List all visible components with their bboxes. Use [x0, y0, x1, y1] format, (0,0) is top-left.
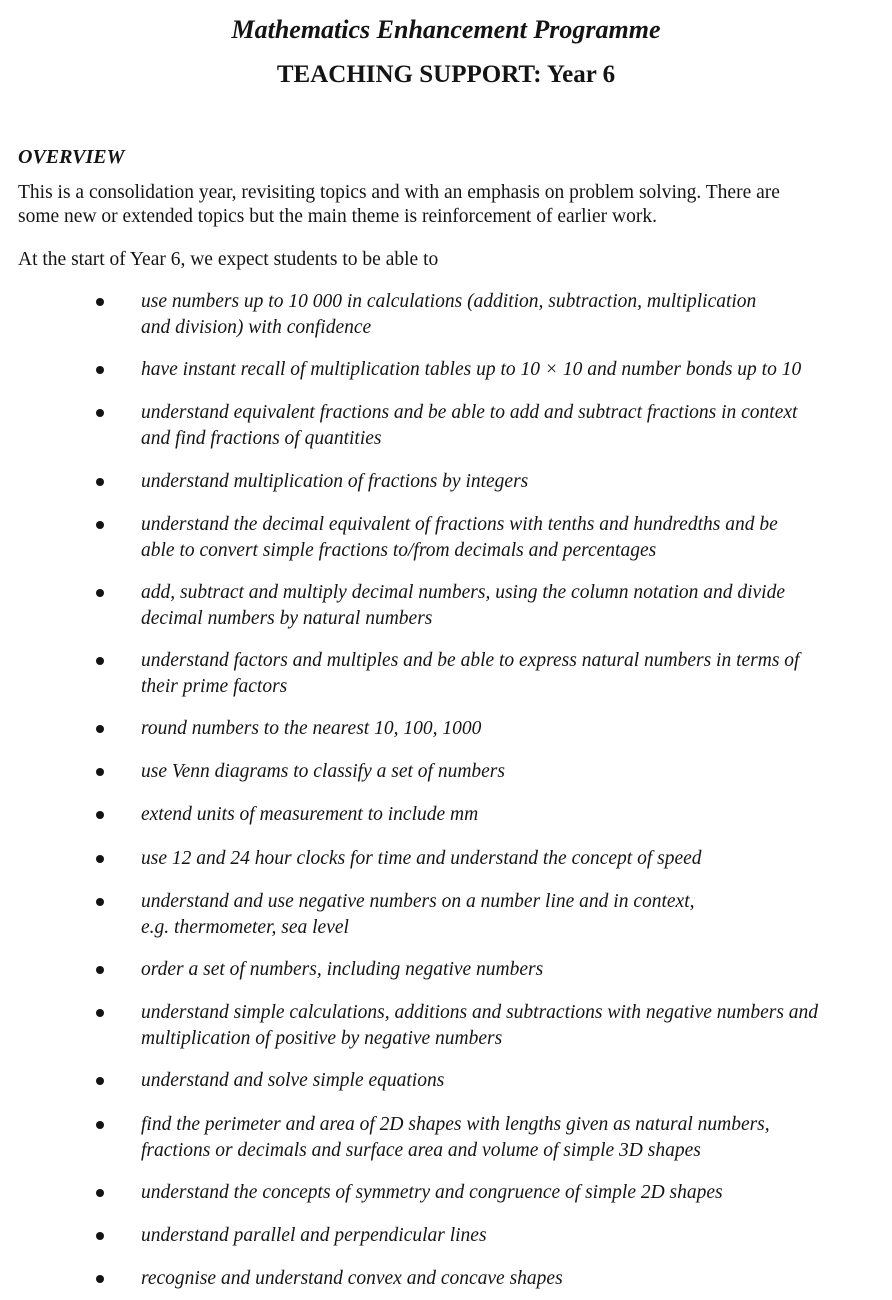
list-item-text: understand equivalent fractions and be able to add and subtract fractions in context and find fractions of quantities — [141, 402, 798, 449]
intro-line: some new or extended topics but the main theme is reinforcement of earlier work. — [18, 206, 657, 227]
list-item-text: understand parallel and perpendicular lines — [141, 1225, 487, 1246]
list-item-text: understand the decimal equivalent of fractions with tenths and hundredths and be able to convert simple fractions to/from decimals and percentages — [141, 514, 778, 561]
bullet-icon — [96, 768, 104, 776]
list-item-text: understand and use negative numbers on a number line and in context, e.g. thermometer, sea level — [141, 891, 695, 938]
list-item-text: use numbers up to 10 000 in calculations (addition, subtraction, multiplication and division) with confidence — [141, 291, 757, 338]
bullet-icon — [96, 298, 104, 306]
list-item-text: understand and solve simple equations — [141, 1070, 445, 1091]
bullet-icon — [96, 855, 104, 863]
bullet-icon — [96, 811, 104, 819]
bullet-icon — [96, 1121, 104, 1129]
list-item-text: understand simple calculations, additions and subtractions with negative numbers and multiplication of positive by negative numbers — [141, 1002, 819, 1049]
list-item-text: round numbers to the nearest 10, 100, 1000 — [141, 718, 482, 739]
list-item-text: understand multiplication of fractions by integers — [141, 471, 529, 492]
bullet-icon — [96, 521, 104, 529]
list-item-text: understand factors and multiples and be able to express natural numbers in terms of their prime factors — [141, 650, 800, 697]
bullet-icon — [96, 1189, 104, 1197]
bullet-icon — [96, 589, 104, 597]
list-item-text: order a set of numbers, including negative numbers — [141, 959, 544, 980]
list-item-text: use 12 and 24 hour clocks for time and understand the concept of speed — [141, 848, 702, 869]
bullet-icon — [96, 366, 104, 374]
list-item-text: find the perimeter and area of 2D shapes with lengths given as natural numbers, fractions or decimals and surface area and volume of simple 3D shapes — [141, 1114, 770, 1161]
bullet-icon — [96, 1077, 104, 1085]
bullet-icon — [96, 1275, 104, 1283]
list-item-text: extend units of measurement to include mm — [141, 804, 479, 825]
section-heading: OVERVIEW — [18, 146, 125, 168]
intro-paragraph — [18, 181, 868, 229]
bullet-icon — [96, 725, 104, 733]
list-item-text: have instant recall of multiplication tables up to 10 × 10 and number bonds up to 10 — [141, 359, 802, 380]
document-title: Mathematics Enhancement Programme — [231, 15, 661, 44]
list-item-text: use Venn diagrams to classify a set of numbers — [141, 761, 505, 782]
bullet-icon — [96, 966, 104, 974]
bullet-icon — [96, 409, 104, 417]
bullet-icon — [96, 657, 104, 665]
bullet-icon — [96, 1009, 104, 1017]
bullet-icon — [96, 478, 104, 486]
intro-line: This is a consolidation year, revisiting topics and with an emphasis on problem solving. There are — [18, 182, 780, 203]
lead-sentence: At the start of Year 6, we expect students to be able to — [18, 249, 439, 270]
list-item-text: add, subtract and multiply decimal numbers, using the column notation and divide decimal numbers by natural numbers — [141, 582, 785, 629]
document-subtitle: TEACHING SUPPORT: Year 6 — [276, 61, 616, 88]
bullet-icon — [96, 898, 104, 906]
bullet-icon — [96, 1232, 104, 1240]
list-item-text: recognise and understand convex and concave shapes — [141, 1268, 563, 1289]
list-item-text: understand the concepts of symmetry and congruence of simple 2D shapes — [141, 1182, 723, 1203]
